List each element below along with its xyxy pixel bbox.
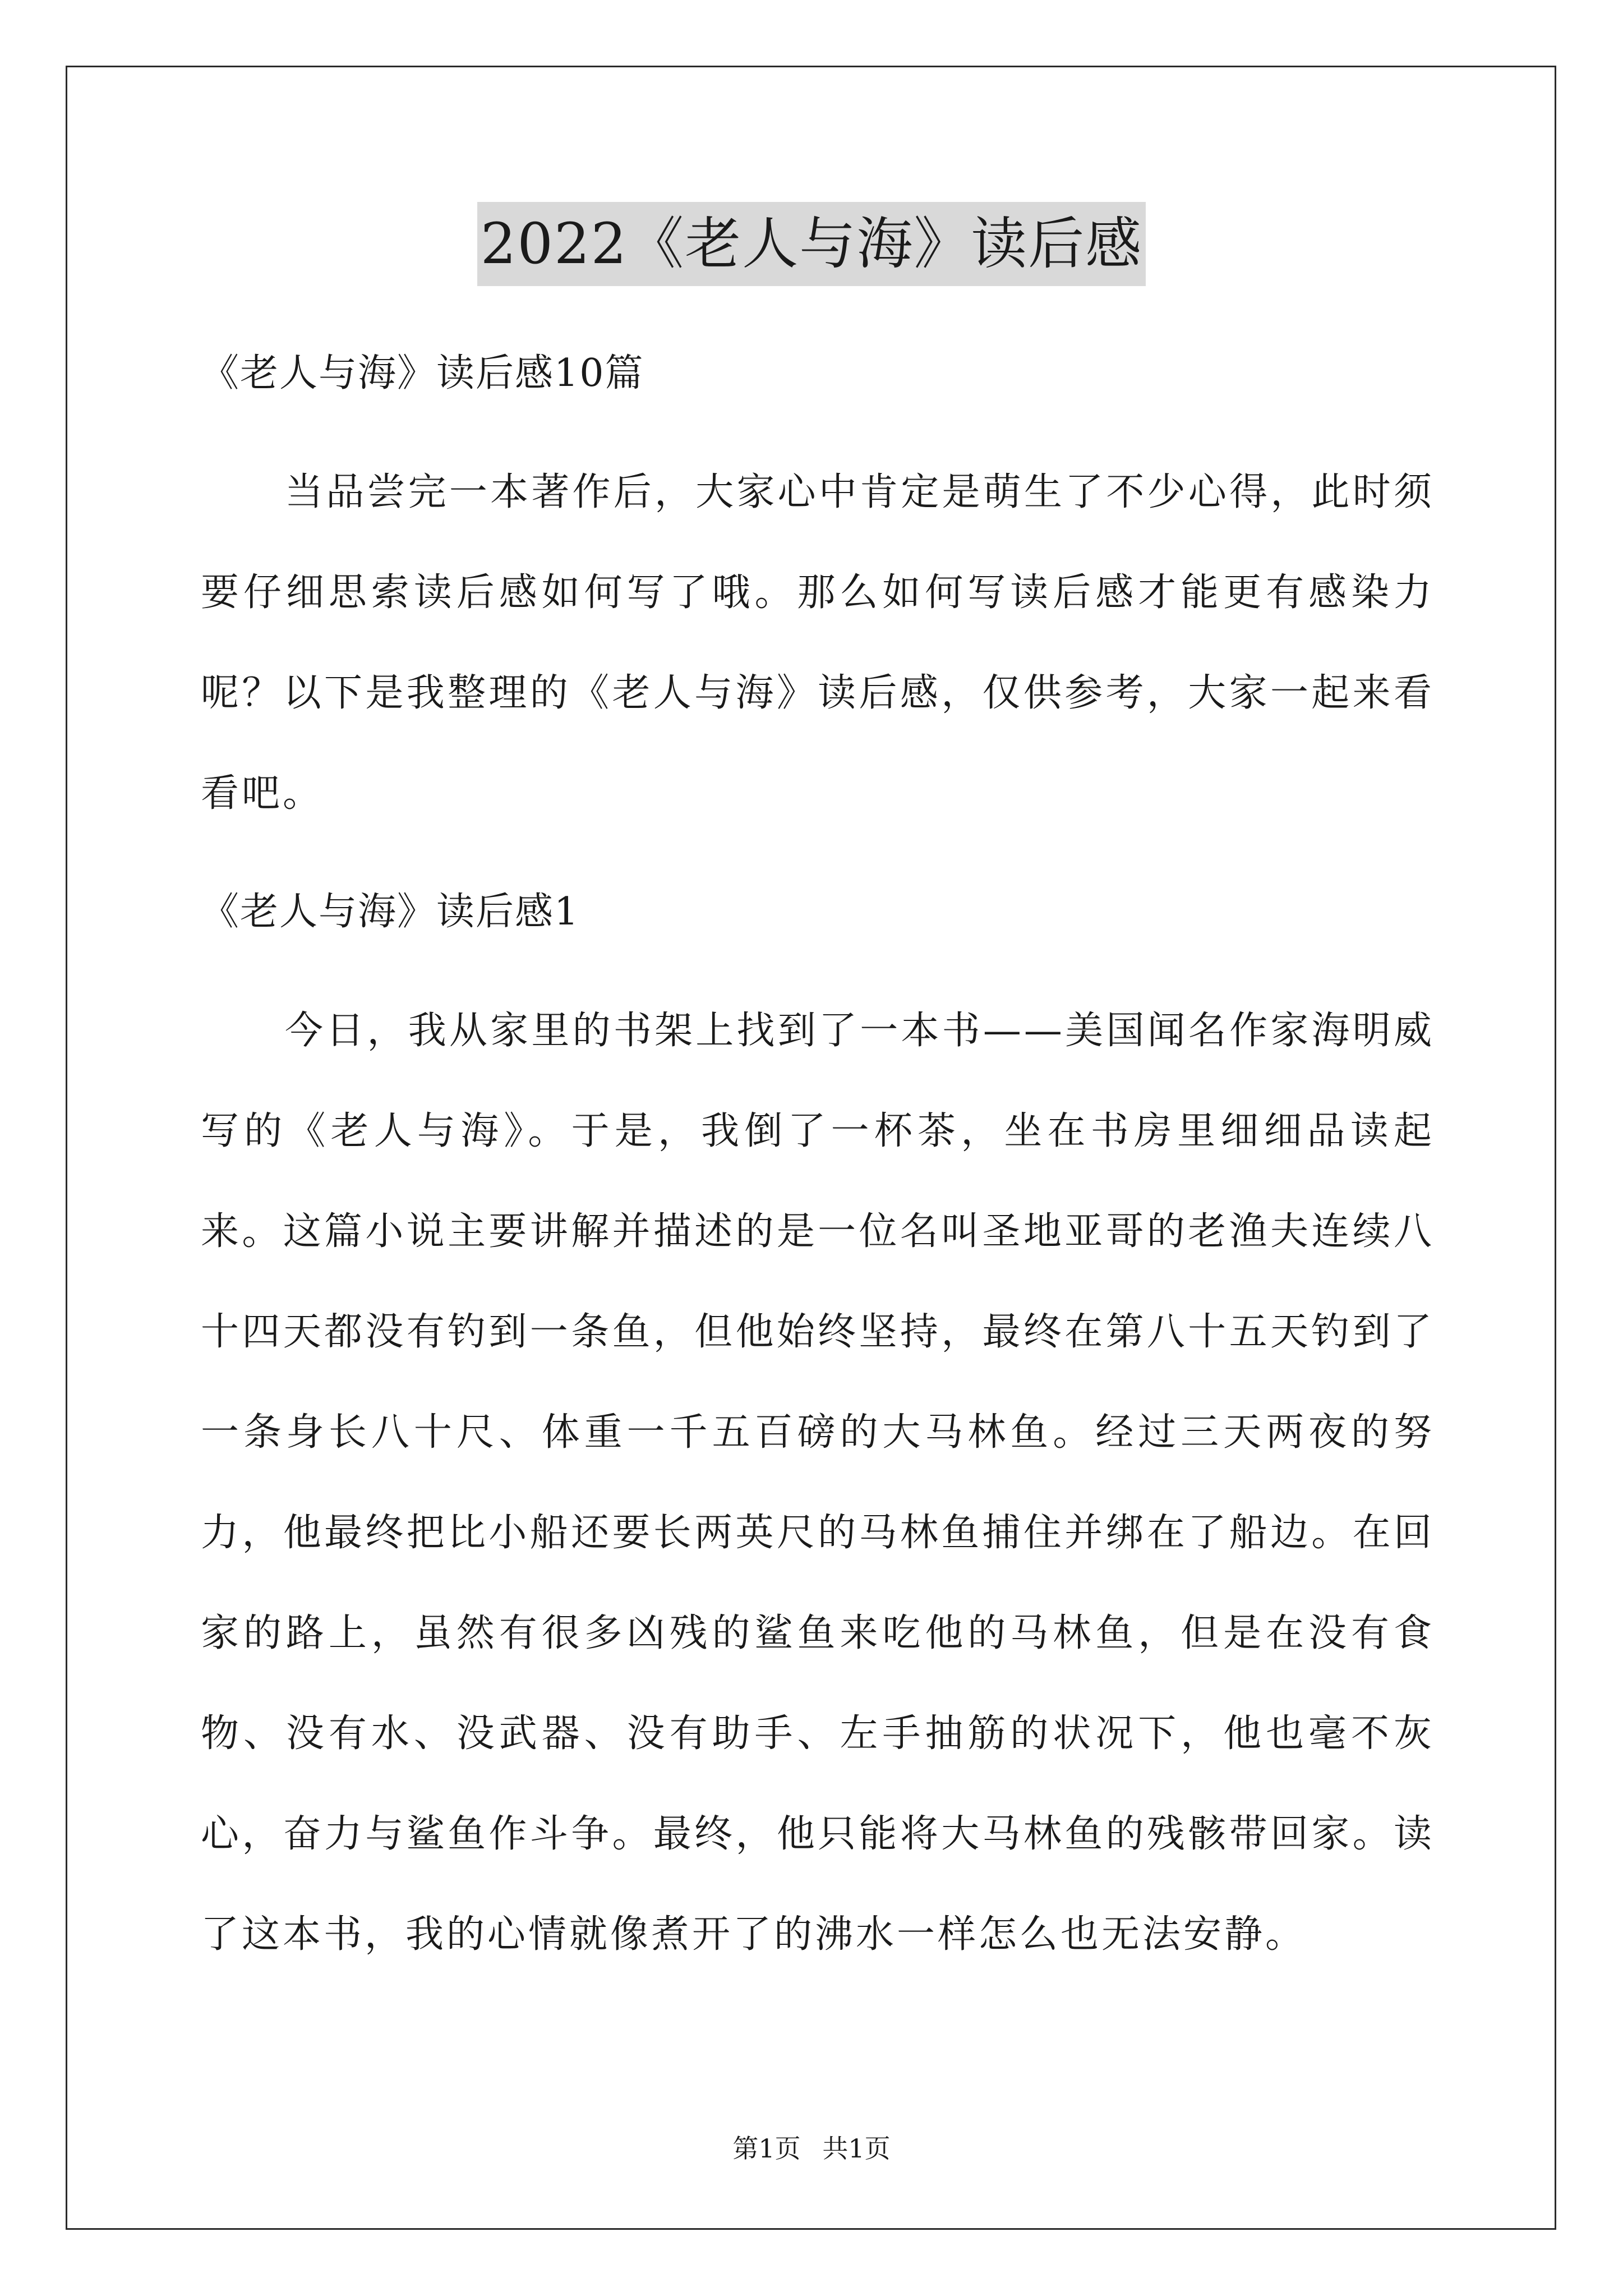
page-current: 第1页 bbox=[732, 2133, 801, 2164]
intro-paragraph: 当品尝完一本著作后，大家心中肯定是萌生了不少心得，此时须要仔细思索读后感如何写了哦。那么如何写读后感才能更有感染力呢？以下是我整理的《老人与海》读后感，仅供参考，大家一起来看看吧。 bbox=[201, 470, 1435, 816]
section-body-paragraph: 今日，我从家里的书架上找到了一本书——美国闻名作家海明威写的《老人与海》。于是，我倒了一杯茶，坐在书房里细细品读起来。这篇小说主要讲解并描述的是一位名叫圣地亚哥的老渔夫连续八十四天都没有钓到一条鱼，但他始终坚持，最终在第八十五天钓到了一条身长八十尺、体重一千五百磅的大马林鱼。经过三天两夜的努力，他最终把比小船还要长两英尺的马林鱼捕住并绑在了船边。在回家的路上，虽然有很多凶残的鲨鱼来吃他的马林鱼，但是在没有食物、没有水、没武器、没有助手、左手抽筋的状况下，他也毫不灰心，奋力与鲨鱼作斗争。最终，他只能将大马林鱼的残骸带回家。读了这本书，我的心情就像煮开了的沸水一样怎么也无法安静。 bbox=[201, 1009, 1435, 1957]
page-total: 共1页 bbox=[822, 2133, 891, 2164]
title-container bbox=[0, 202, 1623, 286]
document-title: 2022《老人与海》读后感 bbox=[477, 202, 1146, 286]
page-footer bbox=[0, 2132, 1623, 2165]
section-heading: 《老人与海》读后感1 bbox=[201, 890, 580, 934]
document-subtitle: 《老人与海》读后感10篇 bbox=[201, 351, 644, 395]
